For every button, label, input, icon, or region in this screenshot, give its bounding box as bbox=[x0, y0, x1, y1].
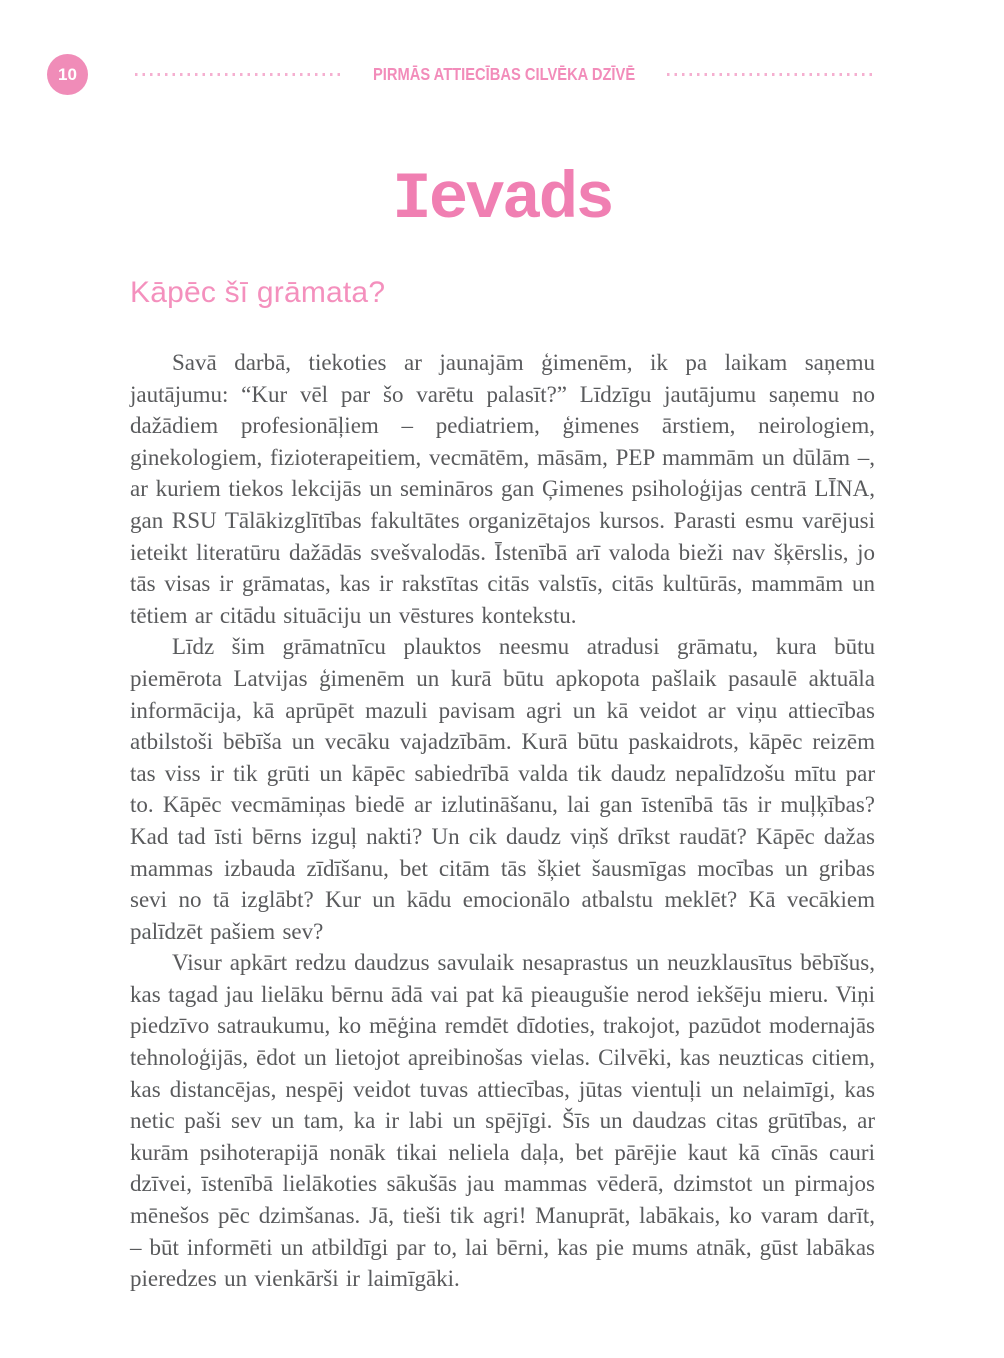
section-subheading: Kāpēc šī grāmata? bbox=[130, 276, 386, 309]
header-dotted-line-right bbox=[667, 73, 874, 76]
paragraph-2: Līdz šim grāmatnīcu plauktos neesmu atradusi grāmatu, kura būtu piemērota Latvijas ģimenēm un kurā būtu apkopota pašlaik pasaulē aktuāla informācija, kā aprūpēt mazuli pavisam agri un kā veidot ar viņu attiecības atbilstoši bēbīša un vecāku vajadzībām. Kurā būtu paskaidrots, kāpēc reizēm tas viss ir tik grūti un kāpēc sabiedrībā valda tik daudz nepalīdzošu mītu par to. Kāpēc vecmāmiņas biedē ar izlutināšanu, lai gan īstenībā tās ir muļķības? Kad tad īsti bērns izguļ nakti? Un cik daudz viņš drīkst raudāt? Kāpēc dažas mammas izbauda zīdīšanu, bet citām tās šķiet šausmīgas mocības un gribas sevi no tā izglābt? Kur un kādu emocionālo atbalstu meklēt? Kā vecākiem palīdzēt pašiem sev? bbox=[130, 634, 875, 944]
running-header-title: PIRMĀS ATTIECĪBAS CILVĒKA DZĪVĒ bbox=[373, 64, 636, 84]
page-content bbox=[130, 274, 875, 1295]
body-text bbox=[130, 347, 875, 1295]
page-header bbox=[0, 54, 1004, 96]
header-dotted-line-left bbox=[135, 73, 342, 76]
header-rule-row bbox=[135, 54, 874, 95]
paragraph-3: Visur apkārt redzu daudzus savulaik nesaprastus un neuzklausītus bēbīšus, kas tagad jau lielāku bērnu ādā vai pat kā pieaugušie nerod iekšēju mieru. Viņi piedzīvo satraukumu, ko mēģina remdēt dīdoties, trakojot, pazūdot modernajās tehnoloģijās, ēdot un lietojot apreibinošas vielas. Cilvēki, kas neuzticas citiem, kas distancējas, nespēj veidot tuvas attiecības, jūtas vientuļi un nelaimīgi, kas netic paši sev un tam, ka ir labi un spējīgi. Šīs un daudzas citas grūtības, ar kurām psihoterapijā nonāk tikai neliela daļa, bet pārējie kaut kā cīnās cauri dzīvei, īstenībā lielākoties sākušās jau mammas vēderā, dzimstot un pirmajos mēnešos pēc dzimšanas. Jā, tieši tik agri! Manuprāt, labākais, ko varam darīt, – būt informēti un atbildīgi par to, lai bērni, kas pie mums atnāk, gūst labākas pieredzes un vienkārši ir laimīgāki. bbox=[130, 950, 875, 1292]
paragraph-1: Savā darbā, tiekoties ar jaunajām ģimenēm, ik pa laikam saņemu jautājumu: “Kur vēl par šo varētu palasīt?” Līdzīgu jautājumu saņemu no dažādiem profesionāļiem – pediatriem, ģimenes ārstiem, neirologiem, ginekologiem, fizioterapeitiem, vecmātēm, māsām, PEP mammām un dūlām –, ar kuriem tiekos lekcijās un semināros gan Ģimenes psiholoģijas centrā LĪNA, gan RSU Tālākizglītības fakultātes organizētajos kursos. Parasti esmu varējusi ieteikt literatūru dažādās svešvalodās. Īstenībā arī valoda bieži nav šķērslis, jo tās visas ir grāmatas, kas ir rakstītas citās valstīs, citās kultūrās, mammām un tētiem ar citādu situāciju un vēstures kontekstu. bbox=[130, 350, 875, 628]
page-number-badge: 10 bbox=[47, 54, 88, 95]
chapter-title: Ievads bbox=[392, 162, 612, 237]
